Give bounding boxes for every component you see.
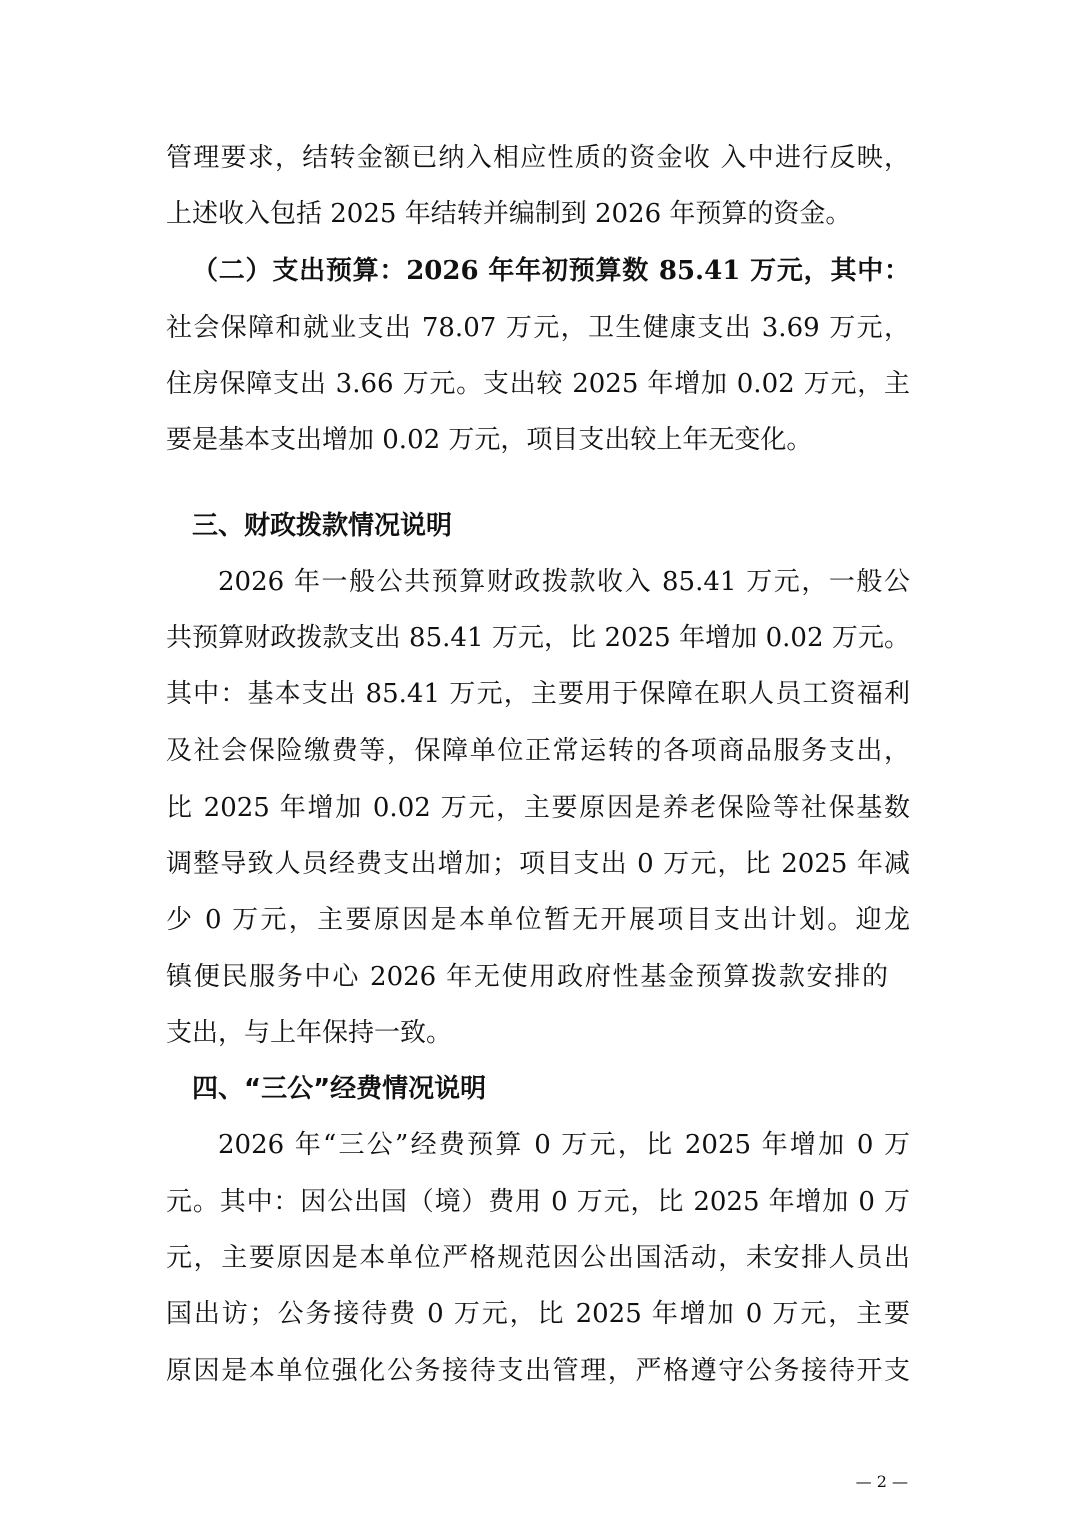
paragraph-line-20: 元，主要原因是本单位严格规范因公出国活动，未安排人员出 bbox=[166, 1243, 910, 1273]
paragraph-line-2: 上述收入包括 2025 年结转并编制到 2026 年预算的资金。 bbox=[166, 199, 852, 229]
paragraph-line-14: 少 0 万元，主要原因是本单位暂无开展项目支出计划。迎龙 bbox=[166, 905, 910, 935]
paragraph-line-12: 比 2025 年增加 0.02 万元，主要原因是养老保险等社保基数 bbox=[166, 793, 910, 823]
paragraph-line-19: 元。其中：因公出国（境）费用 0 万元，比 2025 年增加 0 万 bbox=[166, 1187, 910, 1217]
section-heading-fiscal-appropriation: 三、财政拨款情况说明 bbox=[192, 511, 453, 541]
paragraph-line-10: 其中：基本支出 85.41 万元，主要用于保障在职人员工资福利 bbox=[166, 679, 910, 709]
paragraph-line-8: 2026 年一般公共预算财政拨款收入 85.41 万元，一般公 bbox=[218, 567, 910, 597]
paragraph-line-1: 管理要求，结转金额已纳入相应性质的资金收 入中进行反映， bbox=[166, 143, 910, 173]
section-heading-three-public-expenses: 四、“三公”经费情况说明 bbox=[192, 1074, 487, 1104]
paragraph-line-15: 镇便民服务中心 2026 年无使用政府性基金预算拨款安排的 bbox=[166, 962, 888, 992]
page-number: — 2 — bbox=[855, 1472, 908, 1491]
paragraph-line-9: 共预算财政拨款支出 85.41 万元，比 2025 年增加 0.02 万元。 bbox=[166, 623, 910, 653]
paragraph-line-16: 支出，与上年保持一致。 bbox=[166, 1018, 453, 1048]
paragraph-line-5: 住房保障支出 3.66 万元。支出较 2025 年增加 0.02 万元，主 bbox=[166, 369, 910, 399]
paragraph-line-11: 及社会保险缴费等，保障单位正常运转的各项商品服务支出， bbox=[166, 736, 910, 766]
paragraph-line-18: 2026 年“三公”经费预算 0 万元，比 2025 年增加 0 万 bbox=[218, 1130, 910, 1160]
paragraph-line-13: 调整导致人员经费支出增加；项目支出 0 万元，比 2025 年减 bbox=[166, 849, 910, 879]
paragraph-line-4: 社会保障和就业支出 78.07 万元，卫生健康支出 3.69 万元， bbox=[166, 313, 910, 343]
paragraph-line-21: 国出访；公务接待费 0 万元，比 2025 年增加 0 万元，主要 bbox=[166, 1299, 910, 1329]
paragraph-line-6: 要是基本支出增加 0.02 万元，项目支出较上年无变化。 bbox=[166, 425, 813, 455]
subheading-expenditure-budget: （二）支出预算：2026 年年初预算数 85.41 万元，其中： bbox=[192, 256, 910, 286]
paragraph-line-22: 原因是本单位强化公务接待支出管理，严格遵守公务接待开支 bbox=[166, 1356, 910, 1386]
